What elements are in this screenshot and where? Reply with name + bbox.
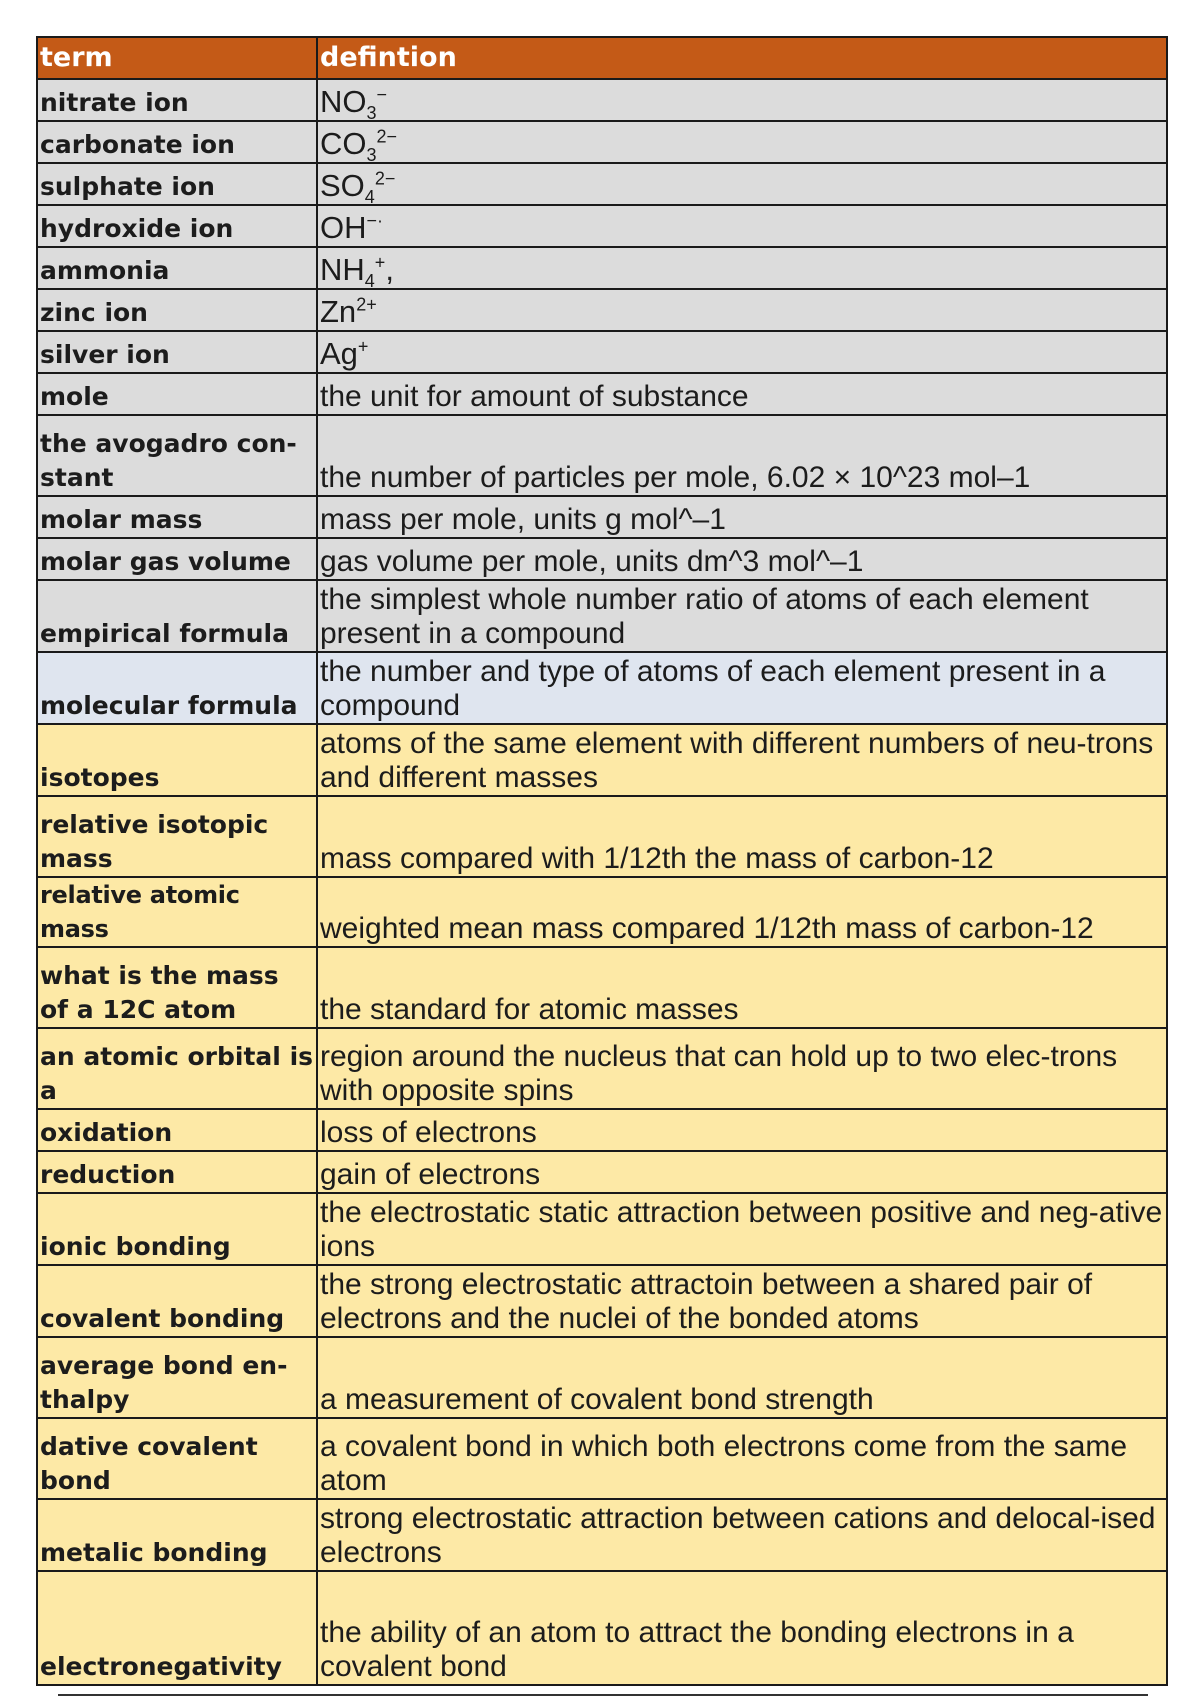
formula-base: OH [320, 210, 367, 245]
glossary-sheet [36, 36, 1166, 1686]
table-row [37, 1337, 1167, 1418]
term-cell: covalent bonding [37, 1265, 317, 1337]
table-row [37, 1151, 1167, 1193]
table-row [37, 652, 1167, 724]
formula-superscript: 2− [376, 126, 398, 147]
definition-cell: the simplest whole number ratio of atoms of each element present in a compound [317, 580, 1167, 652]
table-row [37, 580, 1167, 652]
nitrate-formula [320, 84, 388, 124]
formula-subscript: 4 [364, 187, 375, 208]
term-cell: metalic bonding [37, 1499, 317, 1571]
term-cell: nitrate ion [37, 79, 317, 121]
definition-cell: the ability of an atom to attract the bonding electrons in a covalent bond [317, 1571, 1167, 1685]
term-cell: silver ion [37, 331, 317, 373]
definition-cell: the number of particles per mole, 6.02 × 10^23 mol–1 [317, 415, 1167, 496]
term-cell: hydroxide ion [37, 205, 317, 247]
definition-cell: the standard for atomic masses [317, 947, 1167, 1028]
table-row [37, 1418, 1167, 1499]
table-row [37, 163, 1167, 205]
definition-cell: gain of electrons [317, 1151, 1167, 1193]
table-row [37, 331, 1167, 373]
definition-cell: a covalent bond in which both electrons come from the same atom [317, 1418, 1167, 1499]
term-cell: oxidation [37, 1109, 317, 1151]
definition-cell: the unit for amount of substance [317, 373, 1167, 415]
definition-cell [317, 205, 1167, 247]
term-cell: an atomic orbital is a [37, 1028, 317, 1109]
table-row [37, 247, 1167, 289]
table-row [37, 415, 1167, 496]
formula-base: CO [320, 126, 367, 161]
table-row [37, 289, 1167, 331]
term-cell: the avogadro con-stant [37, 415, 317, 496]
definition-cell: the strong electrostatic attractoin between a shared pair of electrons and the nuclei of the bonded atoms [317, 1265, 1167, 1337]
definition-cell: mass per mole, units g mol^–1 [317, 496, 1167, 538]
term-cell: dative covalent bond [37, 1418, 317, 1499]
formula-superscript: 2− [374, 168, 396, 189]
term-cell: molar gas volume [37, 538, 317, 580]
table-row [37, 1028, 1167, 1109]
formula-base: Zn [320, 294, 357, 329]
chemistry-glossary-table [36, 36, 1168, 1686]
definition-cell: the number and type of atoms of each element present in a compound [317, 652, 1167, 724]
hydroxide-formula [320, 210, 383, 245]
formula-superscript: + [357, 336, 369, 357]
definition-cell: weighted mean mass compared 1/12th mass of carbon-12 [317, 877, 1167, 947]
table-row [37, 877, 1167, 947]
formula-tail: , [385, 252, 394, 287]
term-cell: sulphate ion [37, 163, 317, 205]
formula-superscript: + [374, 252, 386, 273]
formula-subscript: 3 [366, 145, 377, 166]
formula-superscript: −· [366, 210, 384, 231]
definition-cell: mass compared with 1/12th the mass of carbon-12 [317, 796, 1167, 877]
formula-superscript: − [376, 84, 388, 105]
table-row [37, 121, 1167, 163]
term-cell: average bond en-thalpy [37, 1337, 317, 1418]
table-row [37, 796, 1167, 877]
definition-cell: region around the nucleus that can hold up to two elec-trons with opposite spins [317, 1028, 1167, 1109]
table-row [37, 947, 1167, 1028]
table-row [37, 1571, 1167, 1685]
term-cell: molecular formula [37, 652, 317, 724]
term-cell: relative isotopic mass [37, 796, 317, 877]
term-cell: ammonia [37, 247, 317, 289]
term-cell: molar mass [37, 496, 317, 538]
table-row [37, 538, 1167, 580]
table-row [37, 79, 1167, 121]
definition-cell: strong electrostatic attraction between cations and delocal-ised electrons [317, 1499, 1167, 1571]
term-cell: isotopes [37, 724, 317, 796]
definition-cell: a measurement of covalent bond strength [317, 1337, 1167, 1418]
term-column-header: term [37, 37, 317, 79]
definition-cell [317, 247, 1167, 292]
term-cell: carbonate ion [37, 121, 317, 163]
table-row [37, 1265, 1167, 1337]
table-row [37, 205, 1167, 247]
definition-cell: the electrostatic static attraction between positive and neg-ative ions [317, 1193, 1167, 1265]
term-cell: empirical formula [37, 580, 317, 652]
formula-base: SO [320, 168, 365, 203]
zinc-formula [320, 294, 377, 329]
term-cell: what is the mass of a 12C atom [37, 947, 317, 1028]
definition-cell [317, 289, 1167, 331]
formula-subscript: 3 [366, 103, 377, 124]
ammonium-formula [320, 252, 394, 292]
formula-base: Ag [320, 336, 358, 371]
formula-superscript: 2+ [356, 294, 377, 315]
table-row [37, 1193, 1167, 1265]
term-cell: electronegativity [37, 1571, 317, 1685]
footer-divider [58, 1694, 1148, 1696]
formula-base: NO [320, 84, 367, 119]
formula-base: NH [320, 252, 365, 287]
silver-formula [320, 336, 368, 371]
table-row [37, 373, 1167, 415]
sulphate-formula [320, 168, 396, 208]
definition-cell: loss of electrons [317, 1109, 1167, 1151]
term-cell: ionic bonding [37, 1193, 317, 1265]
table-row [37, 1499, 1167, 1571]
carbonate-formula [320, 126, 398, 166]
formula-subscript: 4 [364, 271, 375, 292]
table-row [37, 1109, 1167, 1151]
term-cell: reduction [37, 1151, 317, 1193]
definition-cell: gas volume per mole, units dm^3 mol^–1 [317, 538, 1167, 580]
definition-cell [317, 331, 1167, 373]
table-row [37, 724, 1167, 796]
term-cell: mole [37, 373, 317, 415]
definition-cell [317, 121, 1167, 166]
definition-cell: atoms of the same element with different numbers of neu-trons and different masses [317, 724, 1167, 796]
term-cell: zinc ion [37, 289, 317, 331]
header-row [37, 37, 1167, 79]
term-cell: relative atomic mass [37, 877, 317, 947]
definition-column-header: defintion [317, 37, 1167, 79]
definition-cell [317, 163, 1167, 208]
table-row [37, 496, 1167, 538]
definition-cell [317, 79, 1167, 124]
